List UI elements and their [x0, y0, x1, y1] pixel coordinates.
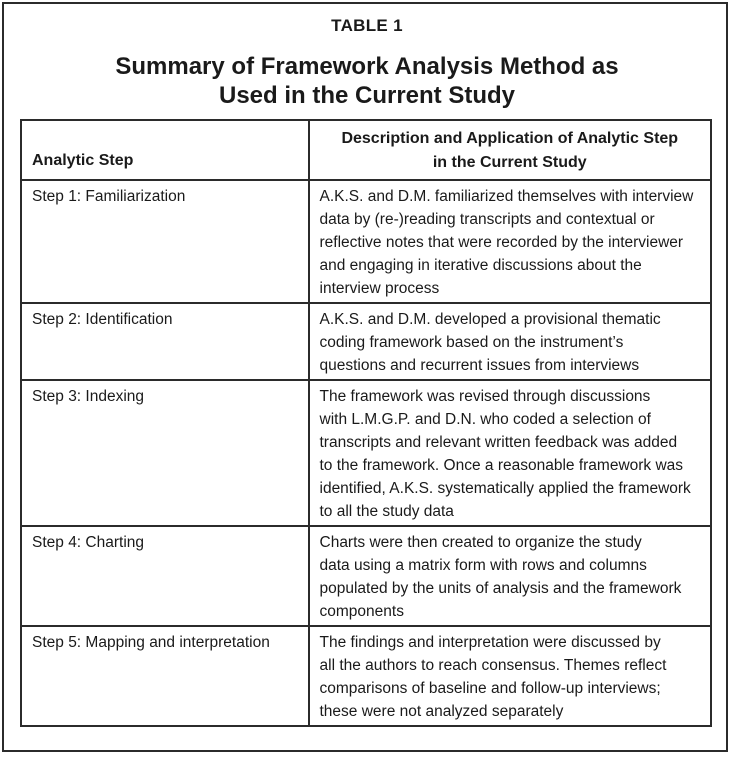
description-line: reflective notes that were recorded by the interviewer — [319, 234, 684, 251]
description-line: populated by the units of analysis and the framework — [319, 580, 682, 597]
table-title-line-2: Used in the Current Study — [218, 82, 516, 109]
analytic-step-cell: Step 2: Identification — [21, 303, 309, 380]
description-line: A.K.S. and D.M. familiarized themselves with interview — [319, 188, 694, 205]
description-line: to the framework. Once a reasonable framework was — [319, 457, 684, 474]
description-line: identified, A.K.S. systematically applied the framework — [319, 480, 691, 497]
description-line: data using a matrix form with rows and columns — [319, 557, 647, 574]
analytic-step-cell: Step 1: Familiarization — [21, 180, 309, 303]
analytic-step-cell: Step 4: Charting — [21, 526, 309, 626]
analytic-step-cell: Step 3: Indexing — [21, 380, 309, 526]
table-label: TABLE 1 — [331, 16, 403, 35]
header-description — [309, 120, 712, 180]
description-line: Charts were then created to organize the study — [319, 534, 642, 551]
description-line: coding framework based on the instrument’s — [319, 334, 624, 351]
table-row — [21, 303, 711, 380]
description-line: interview process — [319, 280, 440, 297]
description-line: to all the study data — [319, 503, 454, 520]
description-line: these were not analyzed separately — [319, 703, 564, 720]
description-cell — [309, 380, 712, 526]
table-title-line-1: Summary of Framework Analysis Method as — [115, 53, 619, 80]
description-cell — [309, 180, 712, 303]
description-line: A.K.S. and D.M. developed a provisional thematic — [319, 311, 661, 328]
description-line: transcripts and relevant written feedback was added — [319, 434, 678, 451]
description-cell — [309, 526, 712, 626]
table-row — [21, 180, 711, 303]
description-line: data by (re-)reading transcripts and contextual or — [319, 211, 655, 228]
table-row — [21, 526, 711, 626]
analytic-step-cell: Step 5: Mapping and interpretation — [21, 626, 309, 726]
description-line: The findings and interpretation were discussed by — [319, 634, 661, 651]
description-cell — [309, 303, 712, 380]
description-line: with L.M.G.P. and D.N. who coded a selection of — [319, 411, 651, 428]
header-description-line-2: in the Current Study — [432, 154, 587, 171]
description-line: questions and recurrent issues from interviews — [319, 357, 640, 374]
description-line: all the authors to reach consensus. Themes reflect — [319, 657, 667, 674]
description-cell — [309, 626, 712, 726]
description-line: and engaging in iterative discussions about the — [319, 257, 642, 274]
header-row — [21, 120, 711, 180]
description-line: The framework was revised through discussions — [319, 388, 651, 405]
description-line: components — [319, 603, 404, 620]
table-body — [21, 180, 711, 726]
description-line: comparisons of baseline and follow-up interviews; — [319, 680, 661, 697]
table-row — [21, 380, 711, 526]
analysis-table — [20, 119, 712, 727]
table-row — [21, 626, 711, 726]
table-title — [0, 52, 734, 110]
header-analytic-step: Analytic Step — [21, 120, 309, 180]
header-description-line-1: Description and Application of Analytic Step — [341, 130, 679, 147]
